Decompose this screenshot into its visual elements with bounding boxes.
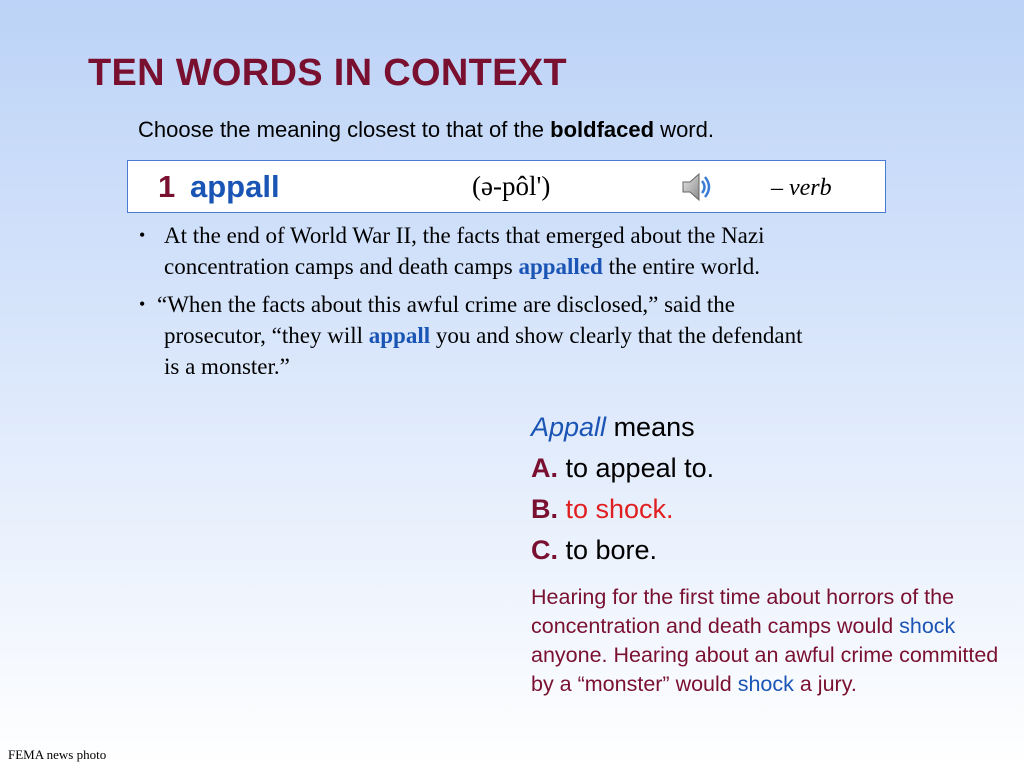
example-sentence-2 [139, 289, 879, 385]
example-2-highlight: appall [368, 323, 431, 348]
photo-credit: FEMA news photo [8, 747, 107, 762]
option-letter: B. [531, 494, 558, 524]
option-letter: A. [531, 453, 558, 483]
example-sentence-1 [139, 220, 879, 284]
option-text: to appeal to. [558, 453, 715, 483]
answer-option-b[interactable] [531, 494, 674, 525]
part-of-speech: – verb [771, 175, 832, 201]
question-term: Appall [531, 412, 607, 442]
explanation-keyword: shock [737, 672, 794, 696]
slide-title: TEN WORDS IN CONTEXT [88, 52, 567, 94]
option-text: to shock. [558, 494, 674, 524]
example-2-line-2 [157, 320, 802, 351]
speaker-icon[interactable] [680, 171, 714, 203]
example-2-line-1: “When the facts about this awful crime are disclosed,” said the [157, 292, 735, 317]
answer-option-c[interactable] [531, 535, 657, 566]
option-letter: C. [531, 535, 558, 565]
word-header-box [127, 160, 886, 213]
example-2-line-3: is a monster.” [164, 354, 290, 379]
instruction-bold: boldfaced [550, 117, 655, 142]
explanation-part-3: a jury. [793, 672, 857, 696]
word-term: appall [190, 169, 280, 204]
explanation-keyword: shock [899, 614, 956, 638]
word-pronunciation: (ə-pôl') [472, 171, 551, 201]
example-1-text-end: the entire world. [602, 254, 760, 279]
word-number: 1 [158, 169, 176, 204]
bullet-icon: • [139, 225, 146, 245]
explanation-part-1: Hearing for the first time about horrors of the concentration and death camps would [531, 585, 955, 638]
question-means: means [606, 412, 695, 442]
instruction-after: word. [654, 117, 714, 142]
instruction-text [138, 117, 714, 143]
example-1-line-1: At the end of World War II, the facts that emerged about the Nazi [164, 223, 765, 248]
example-1-line-2 [164, 251, 764, 282]
example-1-highlight: appalled [518, 254, 603, 279]
option-text: to bore. [558, 535, 658, 565]
example-2-text-end: you and show clearly that the defendant [430, 323, 803, 348]
explanation-part-2: anyone. Hearing about an awful crime committed by a “monster” would [531, 643, 999, 696]
question-prompt [531, 412, 695, 443]
explanation-text [531, 583, 1001, 699]
bullet-icon: • [139, 294, 146, 314]
example-2-text: prosecutor, “they will [164, 323, 369, 348]
example-1-text: concentration camps and death camps [164, 254, 519, 279]
answer-option-a[interactable] [531, 453, 714, 484]
instruction-before: Choose the meaning closest to that of the [138, 117, 551, 142]
